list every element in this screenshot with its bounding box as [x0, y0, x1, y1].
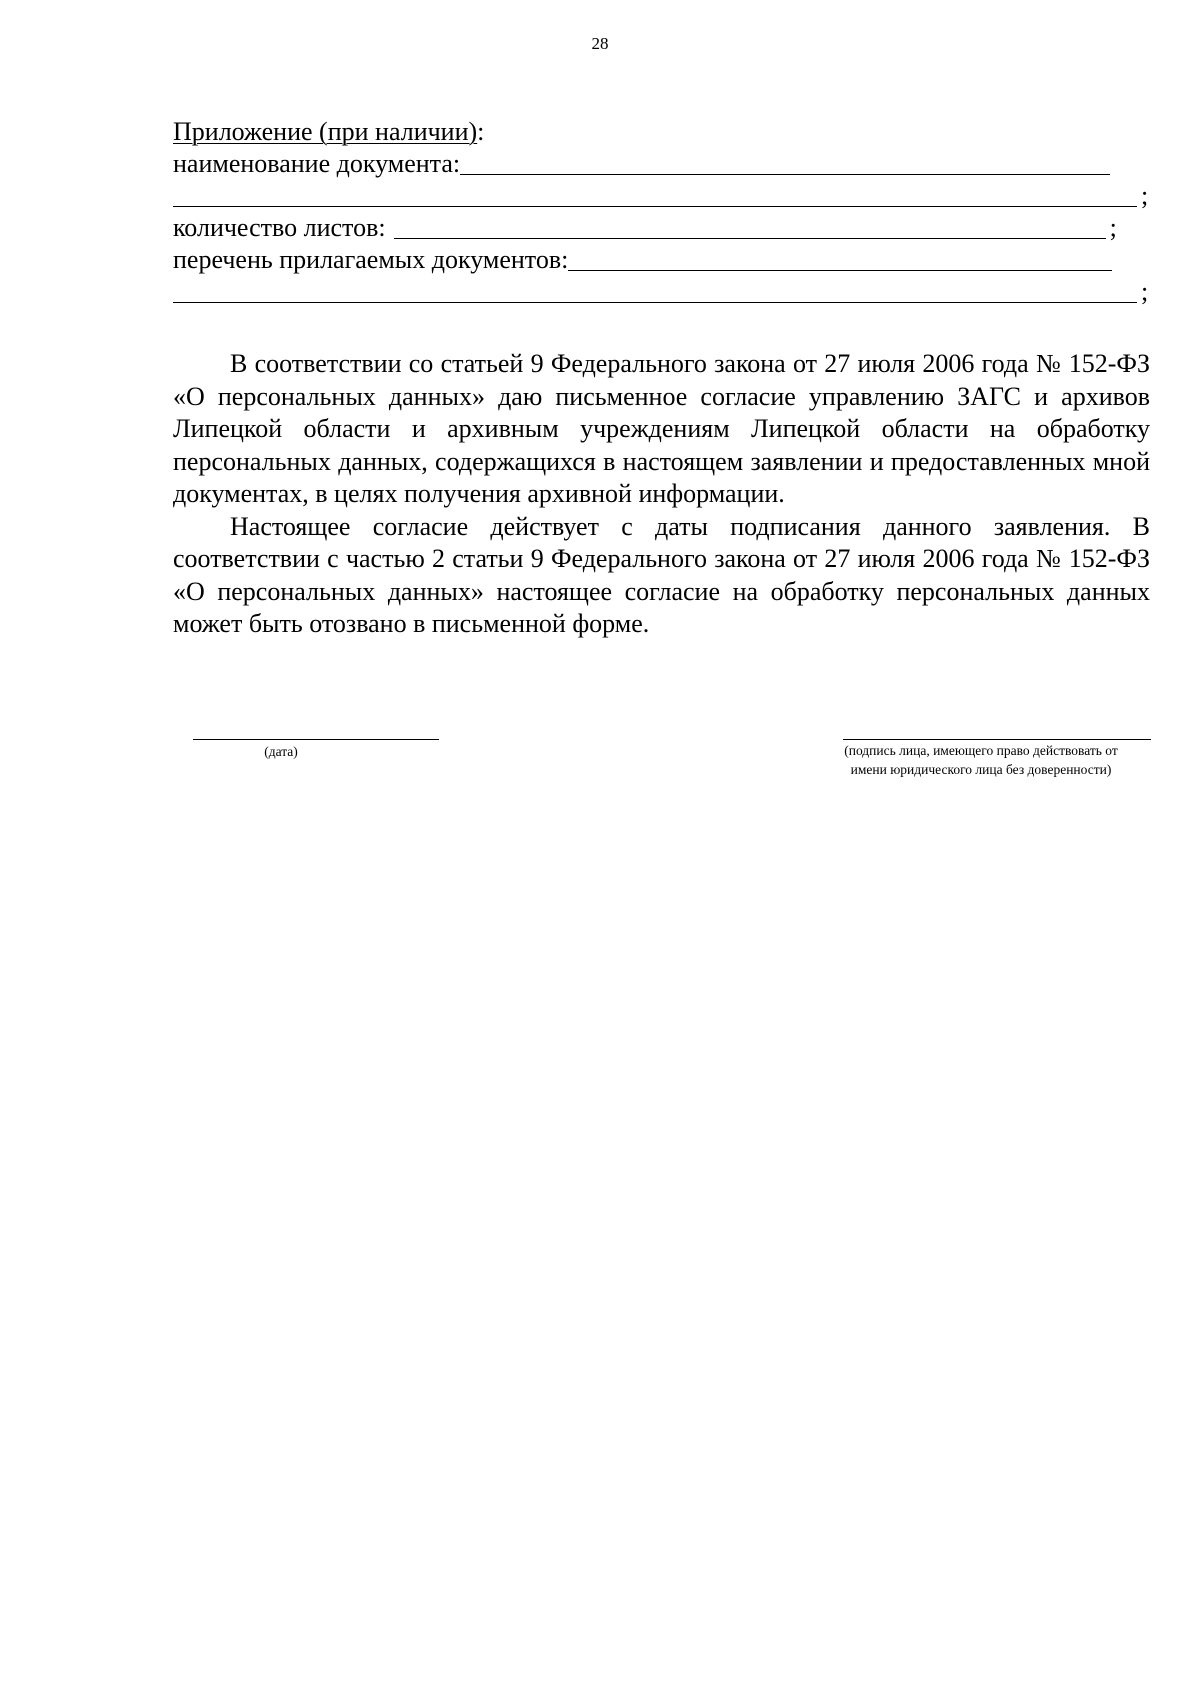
doc-list-blank[interactable] [568, 246, 1112, 271]
doc-list-blank-continuation[interactable] [173, 278, 1137, 303]
doc-name-line [173, 147, 1158, 179]
attachment-heading-line [173, 115, 1158, 147]
doc-name-label: наименование документа: [173, 149, 461, 178]
signature-caption [796, 741, 1166, 779]
doc-list-label: перечень прилагаемых документов: [173, 245, 569, 274]
doc-name-blank[interactable] [460, 150, 1110, 175]
consent-section [173, 348, 1150, 641]
line-terminator: ; [1141, 277, 1149, 306]
sheet-count-line [173, 211, 1158, 243]
doc-list-line [173, 243, 1158, 275]
signature-caption-line-1: (подпись лица, имеющего право действовать от [844, 743, 1118, 758]
doc-name-blank-continuation[interactable] [173, 182, 1137, 207]
line-terminator: ; [1109, 213, 1117, 242]
doc-list-continuation-line [173, 275, 1158, 307]
date-signature-line[interactable] [193, 739, 439, 740]
sheet-count-blank[interactable] [394, 214, 1106, 239]
attachment-heading: Приложение (при наличии) [173, 117, 478, 146]
line-terminator: ; [1141, 181, 1149, 210]
attachment-heading-colon: : [477, 117, 485, 146]
sheet-count-label: количество листов: [173, 213, 386, 242]
consent-paragraph-2: Настоящее согласие действует с даты подписания данного заявления. В соответствии с частью 2 статьи 9 Федерального закона от 27 июля 2006 года № 152-ФЗ «О персональных данных» настоящее согласие на обработку персональных данных может быть отозвано в письменной форме. [173, 511, 1150, 638]
signature-caption-line-2: имени юридического лица без доверенности) [850, 762, 1112, 777]
signature-line[interactable] [843, 739, 1151, 740]
attachment-section [173, 115, 1158, 307]
doc-name-continuation-line [173, 179, 1158, 211]
date-caption: (дата) [264, 744, 298, 759]
consent-paragraph-1: В соответствии со статьей 9 Федерального закона от 27 июля 2006 года № 152-ФЗ «О персональных данных» даю письменное согласие управлению ЗАГС и архивов Липецкой области и архивным учреждениям Липецкой области на обработку персональных данных, содержащихся в настоящем заявлении и предоставленных мной документах, в целях получения архивной информации. [173, 349, 1150, 508]
page-number: 28 [591, 34, 609, 53]
